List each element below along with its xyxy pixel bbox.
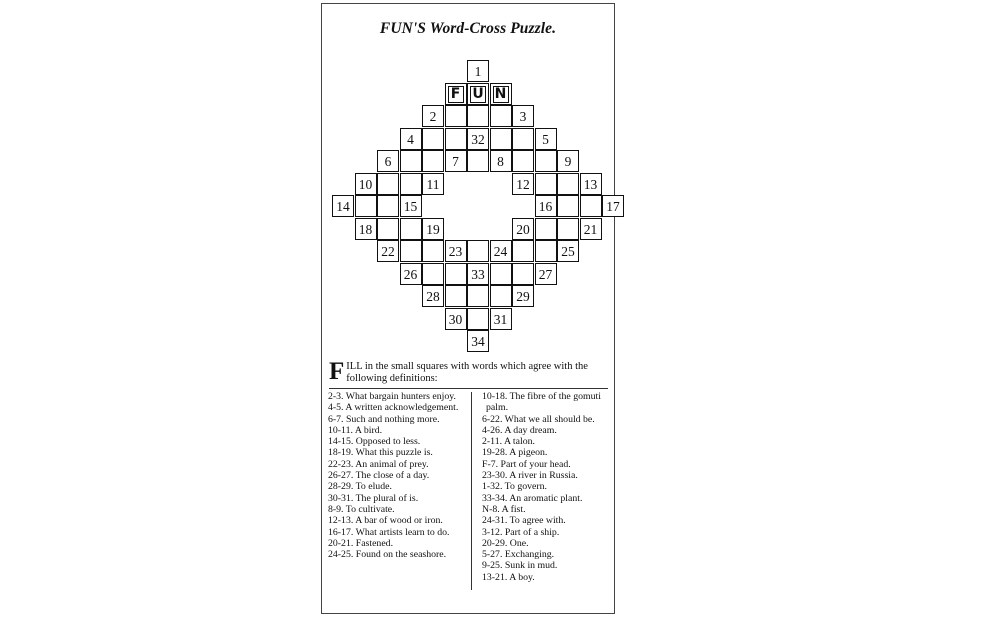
grid-cell xyxy=(445,105,467,127)
clue-item: 28-29. To elude. xyxy=(328,481,392,493)
clue-item: 14-15. Opposed to less. xyxy=(328,436,421,448)
clue-item: 9-25. Sunk in mud. xyxy=(482,560,558,572)
grid-cell xyxy=(400,240,422,262)
clue-item: N-8. A fist. xyxy=(482,503,526,515)
clue-item: 13-21. A boy. xyxy=(482,571,535,583)
grid-cell xyxy=(557,195,579,217)
divider-vertical xyxy=(471,392,472,590)
grid-cell xyxy=(422,150,444,172)
clue-item: 33-34. An aromatic plant. xyxy=(482,492,583,504)
clue-item: 4-26. A day dream. xyxy=(482,424,557,436)
instructions-dropcap: F xyxy=(329,358,345,385)
grid-numbered-cell: 7 xyxy=(445,150,467,172)
grid-numbered-cell: 28 xyxy=(422,285,444,307)
grid-cell xyxy=(400,173,422,195)
grid-numbered-cell: 17 xyxy=(602,195,624,217)
grid-numbered-cell: 12 xyxy=(512,173,534,195)
clue-item: 16-17. What artists learn to do. xyxy=(328,526,450,538)
grid-numbered-cell: 33 xyxy=(467,263,489,285)
grid-cell xyxy=(557,218,579,240)
grid-numbered-cell: 20 xyxy=(512,218,534,240)
clue-item: 20-29. One. xyxy=(482,537,529,549)
grid-cell xyxy=(467,308,489,330)
grid-cell xyxy=(557,173,579,195)
crossword-grid xyxy=(322,4,620,354)
clues-right-column xyxy=(482,391,614,583)
grid-cell xyxy=(535,173,557,195)
grid-numbered-cell: 14 xyxy=(332,195,354,217)
grid-cell xyxy=(377,218,399,240)
clue-item: 23-30. A river in Russia. xyxy=(482,470,578,482)
clue-item: 24-31. To agree with. xyxy=(482,515,566,527)
clue-item: 4-5. A written acknowledgement. xyxy=(328,402,459,414)
grid-cell xyxy=(490,128,512,150)
grid-cell xyxy=(377,173,399,195)
grid-letter-cell xyxy=(490,83,512,105)
grid-numbered-cell: 22 xyxy=(377,240,399,262)
grid-cell xyxy=(535,240,557,262)
grid-numbered-cell: 13 xyxy=(580,173,602,195)
grid-cell xyxy=(467,150,489,172)
grid-numbered-cell: 30 xyxy=(445,308,467,330)
grid-cell xyxy=(467,240,489,262)
grid-cell xyxy=(490,105,512,127)
grid-numbered-cell: 4 xyxy=(400,128,422,150)
clue-item: 8-9. To cultivate. xyxy=(328,503,395,515)
clue-item: 26-27. The close of a day. xyxy=(328,470,430,482)
grid-cell xyxy=(512,263,534,285)
grid-cell xyxy=(422,240,444,262)
clue-item: 2-3. What bargain hunters enjoy. xyxy=(328,391,456,402)
grid-numbered-cell: 1 xyxy=(467,60,489,82)
clue-item: 3-12. Part of a ship. xyxy=(482,526,560,538)
instructions-text: ILL in the small squares with words which agree with the following definitions: xyxy=(346,361,588,384)
grid-letter: U xyxy=(470,86,486,103)
grid-numbered-cell: 29 xyxy=(512,285,534,307)
grid-cell xyxy=(467,285,489,307)
clue-item: 10-18. The fibre of the gomuti palm. xyxy=(482,391,601,414)
grid-numbered-cell: 2 xyxy=(422,105,444,127)
grid-numbered-cell: 21 xyxy=(580,218,602,240)
grid-numbered-cell: 8 xyxy=(490,150,512,172)
grid-numbered-cell: 3 xyxy=(512,105,534,127)
grid-cell xyxy=(490,263,512,285)
grid-cell xyxy=(355,195,377,217)
divider-horizontal xyxy=(329,388,608,389)
clue-item: 6-22. What we all should be. xyxy=(482,413,595,425)
puzzle-page xyxy=(321,3,620,614)
grid-cell xyxy=(490,285,512,307)
grid-numbered-cell: 6 xyxy=(377,150,399,172)
grid-cell xyxy=(445,263,467,285)
grid-cell xyxy=(400,150,422,172)
grid-cell xyxy=(535,150,557,172)
clue-item: 22-23. An animal of prey. xyxy=(328,458,429,470)
grid-letter-cell xyxy=(467,83,489,105)
clue-item: 18-19. What this puzzle is. xyxy=(328,447,433,459)
grid-numbered-cell: 31 xyxy=(490,308,512,330)
grid-cell xyxy=(512,150,534,172)
grid-cell xyxy=(580,195,602,217)
clue-item: 24-25. Found on the seashore. xyxy=(328,549,447,561)
clue-item: 10-11. A bird. xyxy=(328,424,383,436)
grid-numbered-cell: 34 xyxy=(467,330,489,352)
grid-numbered-cell: 25 xyxy=(557,240,579,262)
grid-numbered-cell: 16 xyxy=(535,195,557,217)
grid-numbered-cell: 23 xyxy=(445,240,467,262)
grid-cell xyxy=(445,285,467,307)
grid-numbered-cell: 5 xyxy=(535,128,557,150)
grid-cell xyxy=(512,128,534,150)
clue-item: 2-11. A talon. xyxy=(482,436,535,448)
clue-item: F-7. Part of your head. xyxy=(482,458,571,470)
grid-numbered-cell: 19 xyxy=(422,218,444,240)
grid-numbered-cell: 18 xyxy=(355,218,377,240)
grid-cell xyxy=(535,218,557,240)
grid-cell xyxy=(512,240,534,262)
grid-cell xyxy=(377,195,399,217)
grid-cell xyxy=(467,105,489,127)
clue-item: 5-27. Exchanging. xyxy=(482,549,555,561)
grid-numbered-cell: 27 xyxy=(535,263,557,285)
grid-cell xyxy=(445,128,467,150)
clues-left-column xyxy=(328,391,468,560)
grid-numbered-cell: 32 xyxy=(467,128,489,150)
grid-cell xyxy=(400,218,422,240)
grid-numbered-cell: 15 xyxy=(400,195,422,217)
grid-numbered-cell: 24 xyxy=(490,240,512,262)
grid-letter: N xyxy=(493,86,509,103)
instructions xyxy=(329,358,613,385)
grid-cell xyxy=(422,263,444,285)
grid-numbered-cell: 26 xyxy=(400,263,422,285)
grid-letter: F xyxy=(448,86,464,103)
grid-numbered-cell: 10 xyxy=(355,173,377,195)
clue-item: 20-21. Fastened. xyxy=(328,537,394,549)
clue-item: 1-32. To govern. xyxy=(482,481,547,493)
page-title: FUN'S Word-Cross Puzzle. xyxy=(379,20,557,37)
grid-cell xyxy=(422,128,444,150)
clue-item: 30-31. The plural of is. xyxy=(328,492,419,504)
grid-numbered-cell: 11 xyxy=(422,173,444,195)
grid-letter-cell xyxy=(445,83,467,105)
clue-item: 19-28. A pigeon. xyxy=(482,447,548,459)
grid-numbered-cell: 9 xyxy=(557,150,579,172)
clue-item: 12-13. A bar of wood or iron. xyxy=(328,515,443,527)
clue-item: 6-7. Such and nothing more. xyxy=(328,413,440,425)
